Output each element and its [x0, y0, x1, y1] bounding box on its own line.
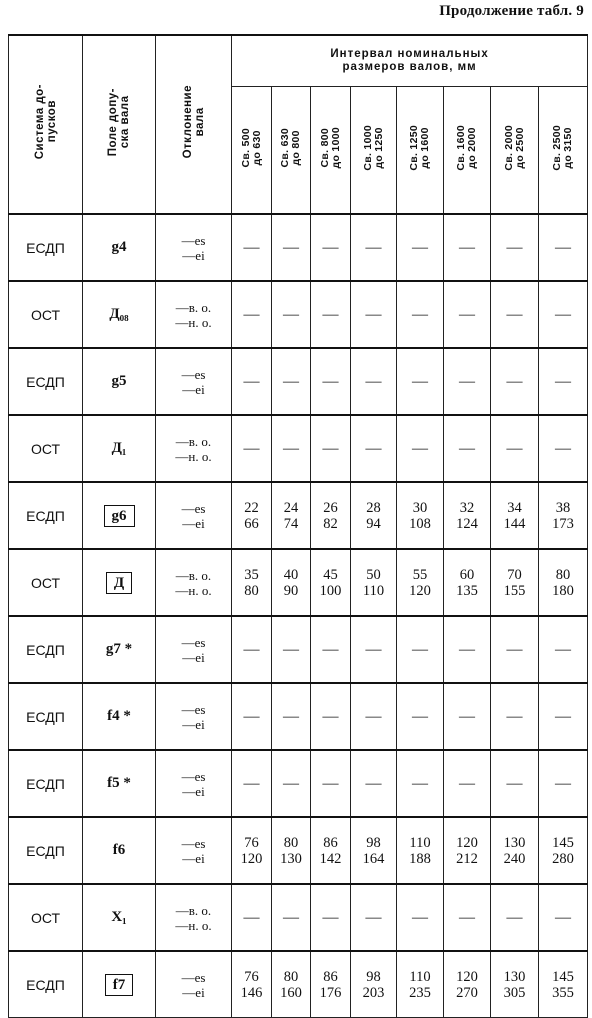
cell-field — [83, 817, 156, 884]
cell-field — [83, 348, 156, 415]
cell-value: — — [311, 683, 351, 750]
cell-value: 98 203 — [351, 951, 397, 1018]
cell-system: ЕСДП — [9, 214, 83, 281]
cell-deviation: —в. о. —н. о. — [156, 415, 232, 482]
table-row — [9, 616, 588, 683]
cell-value: — — [311, 214, 351, 281]
cell-value: 55 120 — [397, 549, 444, 616]
cell-value: — — [491, 616, 539, 683]
cell-value: 22 66 — [232, 482, 272, 549]
field-label: g5 — [111, 373, 127, 389]
cell-system: ОСТ — [9, 281, 83, 348]
header-interval-0: Св. 500 до 630 — [232, 87, 272, 215]
cell-system: ЕСДП — [9, 348, 83, 415]
cell-system: ЕСДП — [9, 750, 83, 817]
cell-value: — — [351, 415, 397, 482]
cell-value: — — [311, 415, 351, 482]
cell-system: ЕСДП — [9, 482, 83, 549]
cell-value: — — [272, 616, 311, 683]
cell-value: — — [232, 348, 272, 415]
table-caption: Продолжение табл. 9 — [439, 3, 584, 19]
cell-value: — — [351, 348, 397, 415]
cell-field — [83, 616, 156, 683]
cell-system: ОСТ — [9, 549, 83, 616]
cell-deviation: —в. о. —н. о. — [156, 549, 232, 616]
cell-value: 120 212 — [444, 817, 491, 884]
cell-system: ЕСДП — [9, 616, 83, 683]
table-row — [9, 750, 588, 817]
cell-value: — — [444, 214, 491, 281]
cell-value: — — [444, 884, 491, 951]
cell-value: 32 124 — [444, 482, 491, 549]
cell-value: — — [232, 750, 272, 817]
cell-field — [83, 214, 156, 281]
cell-value: — — [539, 415, 588, 482]
header-interval-2: Св. 800 до 1000 — [311, 87, 351, 215]
cell-value: — — [444, 415, 491, 482]
cell-value: 145 280 — [539, 817, 588, 884]
header-interval-6: Св. 2000 до 2500 — [491, 87, 539, 215]
cell-value: 80 130 — [272, 817, 311, 884]
cell-value: — — [397, 281, 444, 348]
cell-deviation: —в. о. —н. о. — [156, 884, 232, 951]
cell-value: 28 94 — [351, 482, 397, 549]
cell-value: — — [539, 750, 588, 817]
cell-value: — — [272, 884, 311, 951]
header-interval-3: Св. 1000 до 1250 — [351, 87, 397, 215]
cell-deviation: —es —ei — [156, 951, 232, 1018]
table-row — [9, 549, 588, 616]
field-label: g4 — [111, 239, 127, 255]
cell-value: — — [272, 281, 311, 348]
cell-value: 86 176 — [311, 951, 351, 1018]
cell-value: — — [397, 616, 444, 683]
cell-value: — — [491, 281, 539, 348]
cell-deviation: —es —ei — [156, 348, 232, 415]
field-label: f6 — [112, 842, 126, 858]
cell-value: — — [491, 348, 539, 415]
cell-value: 130 305 — [491, 951, 539, 1018]
cell-deviation: —es —ei — [156, 683, 232, 750]
field-label: g7 * — [105, 641, 133, 657]
table-row — [9, 348, 588, 415]
cell-value: — — [351, 884, 397, 951]
cell-value: 24 74 — [272, 482, 311, 549]
cell-value: 98 164 — [351, 817, 397, 884]
cell-value: — — [397, 214, 444, 281]
cell-value: — — [351, 281, 397, 348]
field-label: Д — [106, 572, 132, 594]
cell-deviation: —es —ei — [156, 214, 232, 281]
cell-value: — — [232, 281, 272, 348]
cell-value: 120 270 — [444, 951, 491, 1018]
tolerance-table — [8, 34, 588, 1018]
table-row — [9, 214, 588, 281]
cell-value: — — [272, 214, 311, 281]
header-interval-7: Св. 2500 до 3150 — [539, 87, 588, 215]
cell-field — [83, 415, 156, 482]
cell-value: — — [491, 884, 539, 951]
cell-deviation: —es —ei — [156, 817, 232, 884]
cell-value: — — [232, 884, 272, 951]
cell-value: — — [444, 683, 491, 750]
cell-deviation: —в. о. —н. о. — [156, 281, 232, 348]
cell-value: 80 160 — [272, 951, 311, 1018]
cell-field — [83, 750, 156, 817]
cell-value: — — [444, 281, 491, 348]
cell-value: — — [232, 683, 272, 750]
cell-value: — — [491, 750, 539, 817]
field-label: g6 — [104, 505, 135, 527]
cell-field — [83, 549, 156, 616]
table-row — [9, 683, 588, 750]
cell-value: 145 355 — [539, 951, 588, 1018]
cell-value: — — [351, 616, 397, 683]
cell-value: 35 80 — [232, 549, 272, 616]
field-label: f7 — [105, 974, 134, 996]
cell-value: 40 90 — [272, 549, 311, 616]
cell-value: — — [539, 348, 588, 415]
cell-value: 76 120 — [232, 817, 272, 884]
cell-value: — — [491, 683, 539, 750]
cell-value: — — [491, 214, 539, 281]
cell-value: — — [539, 683, 588, 750]
header-interval-span: Интервал номинальных размеров валов, мм — [232, 35, 588, 87]
header-interval-1: Св. 630 до 800 — [272, 87, 311, 215]
cell-system: ОСТ — [9, 884, 83, 951]
cell-value: — — [232, 214, 272, 281]
cell-value: 70 155 — [491, 549, 539, 616]
cell-value: — — [351, 683, 397, 750]
cell-value: — — [351, 214, 397, 281]
cell-value: 34 144 — [491, 482, 539, 549]
cell-value: — — [311, 281, 351, 348]
cell-value: 38 173 — [539, 482, 588, 549]
table-row — [9, 415, 588, 482]
cell-field — [83, 884, 156, 951]
cell-value: — — [397, 884, 444, 951]
cell-value: — — [272, 683, 311, 750]
cell-value: 60 135 — [444, 549, 491, 616]
cell-value: — — [539, 884, 588, 951]
cell-value: 26 82 — [311, 482, 351, 549]
cell-value: — — [539, 214, 588, 281]
cell-value: — — [272, 415, 311, 482]
field-label: f4 * — [107, 708, 131, 724]
cell-deviation: —es —ei — [156, 482, 232, 549]
cell-value: 86 142 — [311, 817, 351, 884]
cell-value: — — [311, 884, 351, 951]
cell-system: ОСТ — [9, 415, 83, 482]
cell-system: ЕСДП — [9, 817, 83, 884]
cell-field — [83, 482, 156, 549]
table-body — [9, 214, 588, 1018]
table-row — [9, 951, 588, 1018]
cell-field — [83, 683, 156, 750]
cell-value: — — [444, 348, 491, 415]
cell-value: — — [311, 348, 351, 415]
cell-value: — — [444, 750, 491, 817]
cell-value: 76 146 — [232, 951, 272, 1018]
cell-value: 80 180 — [539, 549, 588, 616]
cell-value: — — [397, 415, 444, 482]
cell-value: — — [491, 415, 539, 482]
header-field: Поле допу- ска вала — [83, 35, 156, 214]
cell-value: — — [397, 750, 444, 817]
cell-system: ЕСДП — [9, 683, 83, 750]
cell-value: — — [397, 683, 444, 750]
cell-value: — — [272, 348, 311, 415]
cell-value: 45 100 — [311, 549, 351, 616]
cell-value: 30 108 — [397, 482, 444, 549]
cell-value: — — [311, 616, 351, 683]
cell-system: ЕСДП — [9, 951, 83, 1018]
cell-deviation: —es —ei — [156, 616, 232, 683]
cell-value: — — [311, 750, 351, 817]
cell-value: 110 235 — [397, 951, 444, 1018]
header-deviation: Отклонение вала — [156, 35, 232, 214]
header-interval-5: Св. 1600 до 2000 — [444, 87, 491, 215]
cell-value: — — [539, 281, 588, 348]
header-row-1 — [9, 35, 588, 87]
cell-deviation: —es —ei — [156, 750, 232, 817]
table-row — [9, 482, 588, 549]
cell-value: 50 110 — [351, 549, 397, 616]
cell-field — [83, 281, 156, 348]
field-label: Д₁ — [111, 440, 127, 456]
cell-value: — — [232, 415, 272, 482]
cell-field — [83, 951, 156, 1018]
cell-value: 110 188 — [397, 817, 444, 884]
cell-value: — — [444, 616, 491, 683]
table-row — [9, 884, 588, 951]
field-label: f5 * — [107, 775, 131, 791]
cell-value: — — [539, 616, 588, 683]
cell-value: 130 240 — [491, 817, 539, 884]
field-label: Х₁ — [111, 909, 127, 925]
cell-value: — — [232, 616, 272, 683]
header-interval-4: Св. 1250 до 1600 — [397, 87, 444, 215]
cell-value: — — [397, 348, 444, 415]
cell-value: — — [272, 750, 311, 817]
table-row — [9, 281, 588, 348]
cell-value: — — [351, 750, 397, 817]
header-system: Система до- пусков — [9, 35, 83, 214]
field-label: Д₀₈ — [109, 306, 129, 322]
table-row — [9, 817, 588, 884]
